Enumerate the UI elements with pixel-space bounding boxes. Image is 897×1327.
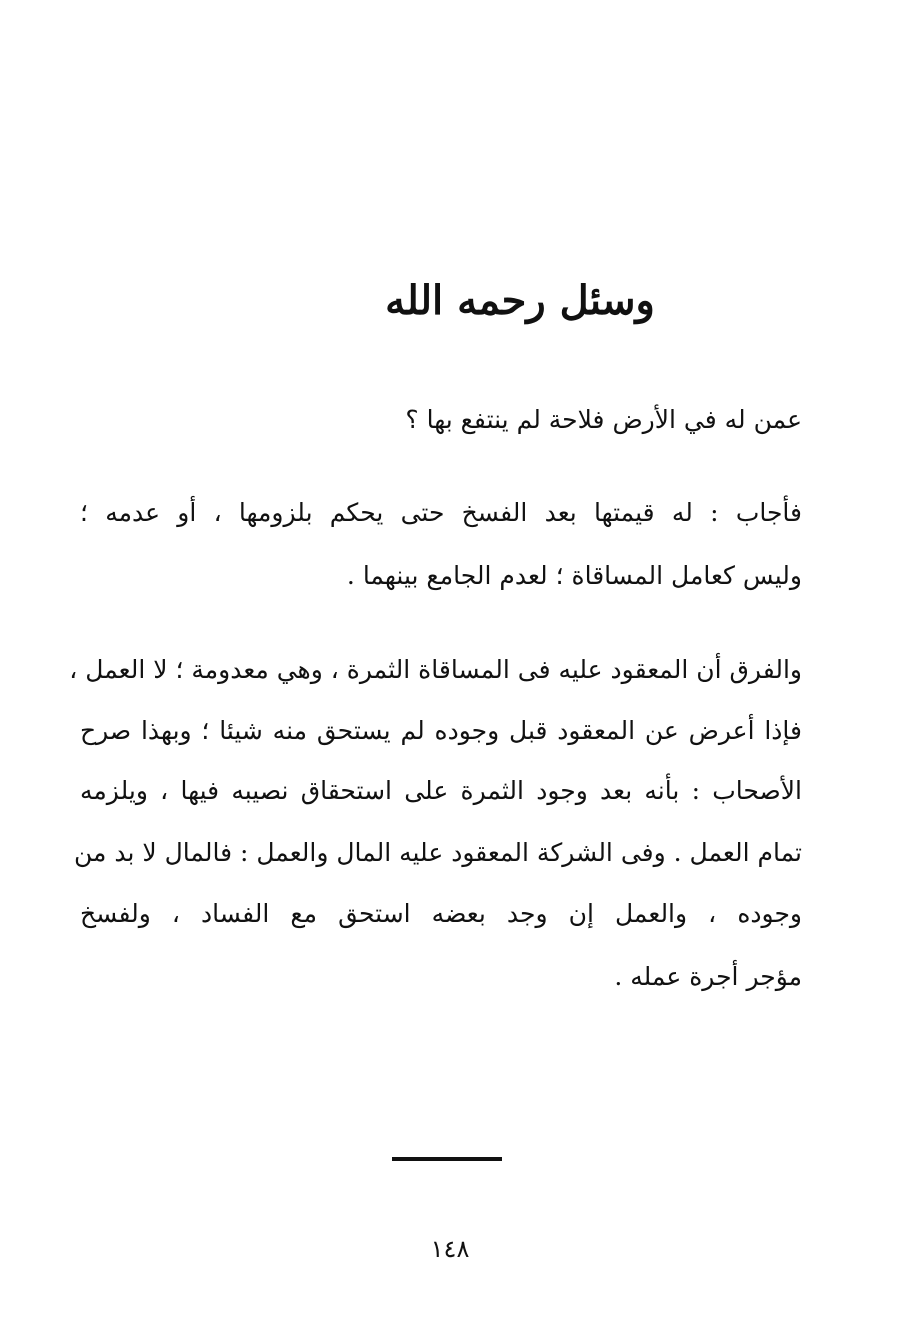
page-number: ١٤٨	[430, 1235, 470, 1263]
paragraph-line: وجوده ، والعمل إن وجد بعضه استحق مع الفساد ، ولفسخ	[80, 899, 802, 928]
paragraph-line: مؤجر أجرة عمله .	[614, 962, 802, 991]
answer-line: وليس كعامل المساقاة ؛ لعدم الجامع بينهما .	[346, 561, 802, 590]
paragraph-line: فإذا أعرض عن المعقود قبل وجوده لم يستحق منه شيئا ؛ وبهذا صرح	[80, 716, 802, 745]
section-heading: وسئل رحمه الله	[385, 277, 655, 324]
paragraph-line: والفرق أن المعقود عليه فى المساقاة الثمرة ، وهي معدومة ؛ لا العمل ،	[69, 655, 802, 684]
answer-line: فأجاب : له قيمتها بعد الفسخ حتى يحكم بلزومها ، أو عدمه ؛	[80, 498, 802, 527]
paragraph-line: الأصحاب : بأنه بعد وجود الثمرة على استحقاق نصيبه فيها ، ويلزمه	[80, 776, 802, 805]
question-line: عمن له في الأرض فلاحة لم ينتفع بها ؟	[405, 405, 802, 434]
paragraph-line: تمام العمل . وفى الشركة المعقود عليه المال والعمل : فالمال لا بد من	[74, 838, 802, 867]
footer-rule	[392, 1157, 502, 1161]
